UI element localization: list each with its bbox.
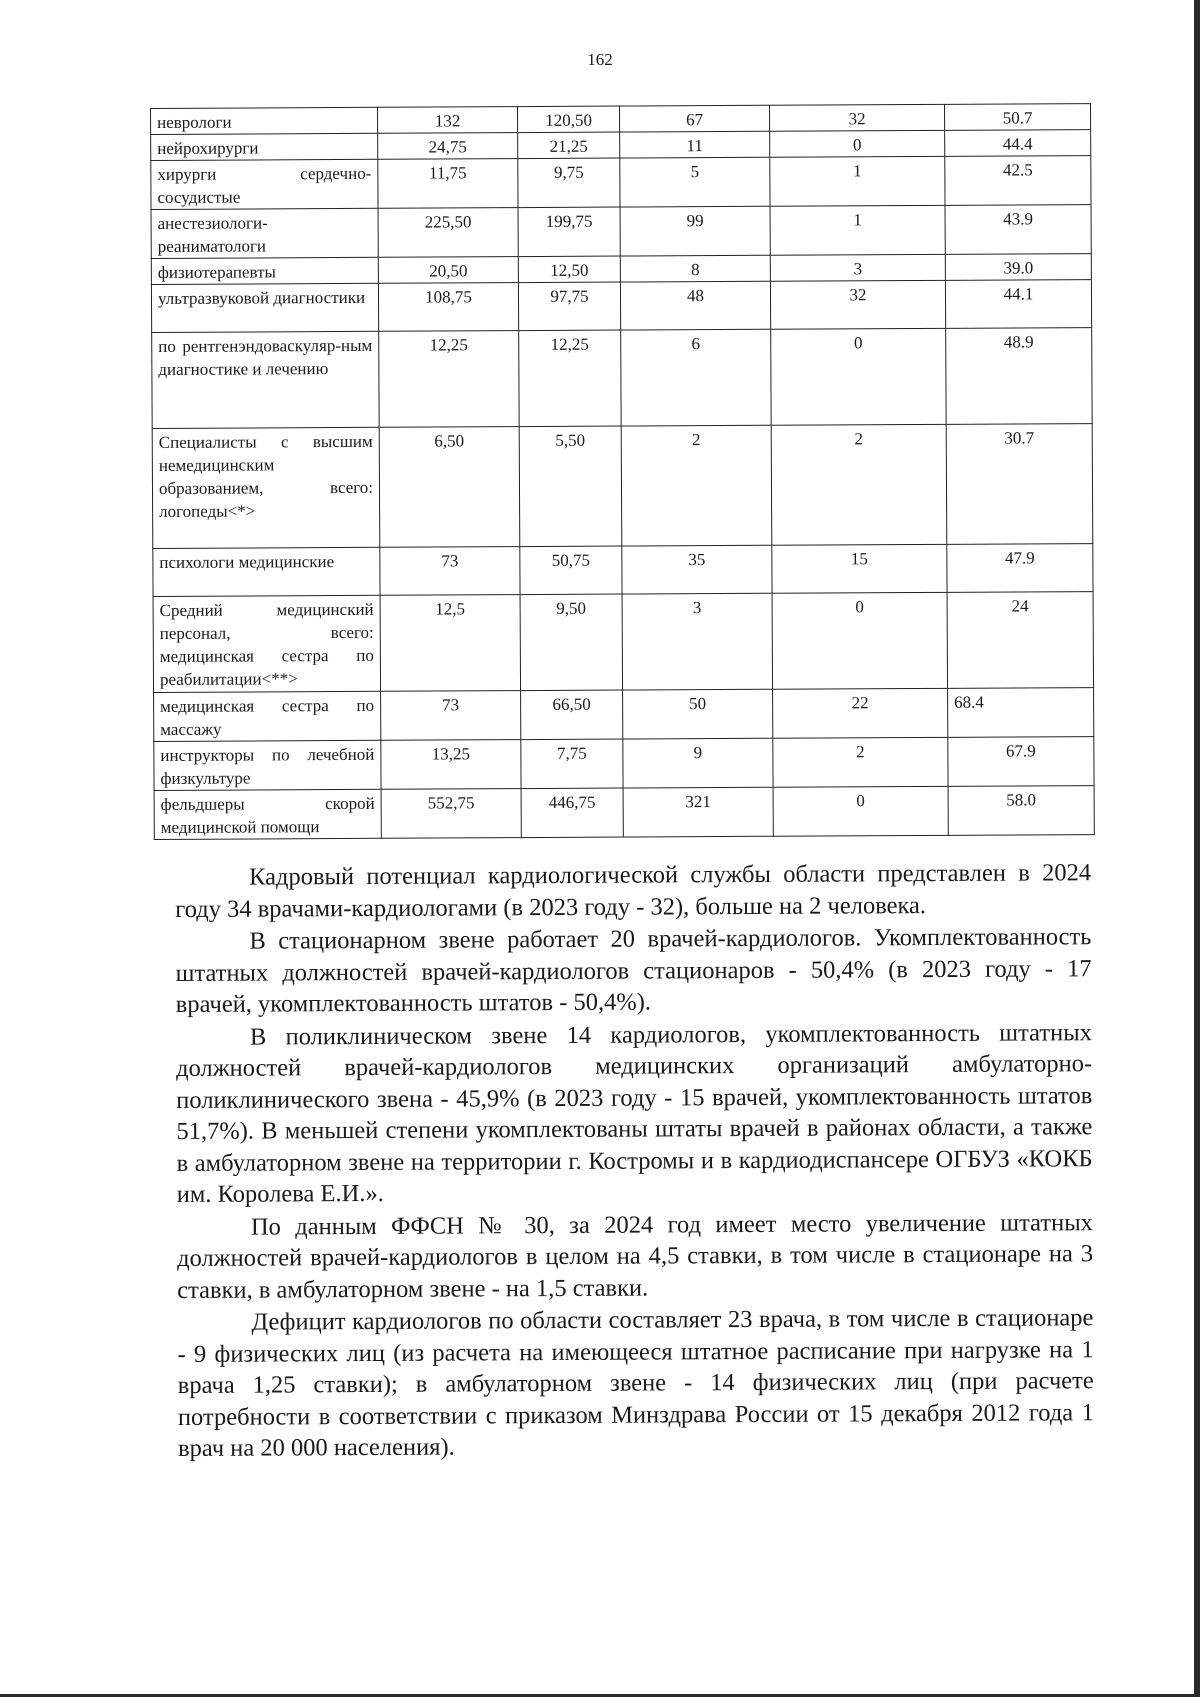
table-cell: 58.0 <box>948 786 1094 836</box>
table-cell: 48 <box>620 281 770 330</box>
table-cell: 552,75 <box>381 789 521 839</box>
table-cell: 30.7 <box>946 424 1093 545</box>
table-cell: 12,25 <box>519 330 622 427</box>
table-cell: 68.4 <box>948 688 1094 738</box>
table-row <box>154 786 1094 840</box>
table-cell: 15 <box>772 544 947 593</box>
table-cell: 44.1 <box>945 280 1091 329</box>
table-cell: 0 <box>772 592 948 689</box>
row-label: Средний медицинский персонал, всего: медицинская сестра по реабилитации<**> <box>153 595 380 692</box>
table-cell: 9,50 <box>520 594 623 691</box>
table-cell: 50.7 <box>944 104 1090 131</box>
table-cell: 13,25 <box>381 740 521 790</box>
table-cell: 67.9 <box>948 737 1094 787</box>
table-cell: 7,75 <box>521 739 623 789</box>
row-label: хирурги сердечно-сосудистые <box>151 159 378 209</box>
table-row <box>151 156 1091 210</box>
row-label: неврологи <box>151 107 378 134</box>
table-cell: 50 <box>623 689 773 739</box>
table-cell: 0 <box>773 786 948 836</box>
table-cell: 1 <box>770 156 945 206</box>
paragraph: По данным ФФСН № 30, за 2024 год имеет место увеличение штатных должностей врачей-кардиологов в целом на 4,5 ставки, в том числе в стационаре на 3 ставки, в амбулаторном звене - на 1,5 ставки. <box>177 1208 1094 1304</box>
table-cell: 67 <box>619 105 769 132</box>
table-row <box>152 424 1093 549</box>
table-cell: 32 <box>769 104 944 131</box>
table-row <box>153 544 1093 597</box>
row-label: медицинская сестра по массажу <box>154 691 381 741</box>
scan-edge-right <box>1194 0 1200 1697</box>
table-cell: 225,50 <box>378 208 518 258</box>
table-cell: 2 <box>773 737 948 787</box>
paragraph: Дефицит кардиологов по области составляет 23 врача, в том числе в стационаре - 9 физических лиц (из расчета на имеющееся штатное расписание при нагрузке на 1 врача 1,25 ставки); в амбулаторном звене - 14 физических лиц (при расчете потребности в соответствии с приказом Минздрава России от 15 декабря 2012 года 1 врач на 20 000 населения). <box>177 1304 1094 1462</box>
table-cell: 12,5 <box>380 595 521 692</box>
table-cell: 3 <box>770 254 945 281</box>
table-cell: 11,75 <box>378 159 518 209</box>
table-cell: 39.0 <box>945 254 1091 281</box>
paragraph: В поликлиническом звене 14 кардиологов, укомплектованность штатных должностей врачей-кардиологов медицинских организаций амбулаторно-поликлинического звена - 45,9% (в 2023 году - 15 врачей, укомплектованность штатов 51,7%). В меньшей степени укомплектованы штаты врачей в районах области, а также в амбулаторном звене на территории г. Костромы и в кардиодиспансере ОГБУЗ «КОКБ им. Королева Е.И.». <box>176 1018 1093 1208</box>
table-cell: 73 <box>380 547 520 596</box>
row-label: ультразвуковой диагностики <box>151 283 378 332</box>
table-cell: 22 <box>773 688 948 738</box>
staffing-table <box>150 103 1095 840</box>
row-label: фельдшеры скорой медицинской помощи <box>154 789 381 839</box>
paragraph: Кадровый потенциал кардиологической службы области представлен в 2024 году 34 врачами-кардиологами (в 2023 году - 32), больше на 2 человека. <box>175 859 1092 923</box>
table-row <box>151 205 1091 259</box>
table-row <box>152 328 1092 429</box>
table-cell: 99 <box>620 206 770 256</box>
table-cell: 11 <box>620 131 770 158</box>
table-cell: 5,50 <box>519 426 622 547</box>
table-cell: 6,50 <box>379 427 520 548</box>
table-cell: 9 <box>623 738 773 788</box>
table-cell: 32 <box>770 280 945 329</box>
row-label: Специалисты с высшим немедицинским образованием, всего: логопеды<*> <box>152 427 380 548</box>
table-cell: 12,25 <box>379 331 520 428</box>
table-cell: 120,50 <box>517 106 619 133</box>
table-cell: 0 <box>771 328 947 425</box>
table-cell: 321 <box>623 787 773 837</box>
table-cell: 21,25 <box>518 132 620 159</box>
row-label: инструкторы по лечебной физкультуре <box>154 740 381 790</box>
table-cell: 47.9 <box>947 544 1093 593</box>
table-cell: 66,50 <box>521 690 623 740</box>
table-cell: 2 <box>771 424 947 545</box>
table-cell: 35 <box>622 545 772 594</box>
table-cell: 3 <box>622 593 773 690</box>
row-label: нейрохирурги <box>151 133 378 160</box>
table-cell: 132 <box>377 107 517 134</box>
table-cell: 199,75 <box>518 207 620 257</box>
table-cell: 12,50 <box>518 256 620 283</box>
table-cell: 9,75 <box>518 158 620 208</box>
table-row <box>154 688 1094 742</box>
table-cell: 97,75 <box>518 282 620 331</box>
body-text <box>175 857 1094 1465</box>
table-cell: 42.5 <box>945 156 1091 206</box>
table-row <box>151 280 1091 333</box>
row-label: психологи медицинские <box>153 547 380 596</box>
page-number: 162 <box>587 50 613 69</box>
table-cell: 24,75 <box>378 133 518 160</box>
table-cell: 1 <box>770 205 945 255</box>
row-label: по рентгенэндоваскуляр-ным диагностике и лечению <box>152 331 379 428</box>
table-row <box>154 737 1094 791</box>
table-cell: 6 <box>621 329 772 426</box>
table-row <box>153 592 1093 693</box>
row-label: физиотерапевты <box>151 257 378 284</box>
table-cell: 48.9 <box>946 328 1093 425</box>
table-cell: 43.9 <box>945 205 1091 255</box>
table-cell: 5 <box>620 157 770 207</box>
table-cell: 446,75 <box>521 788 623 838</box>
table-cell: 24 <box>947 592 1094 689</box>
table-cell: 20,50 <box>378 257 518 284</box>
table-cell: 0 <box>770 130 945 157</box>
table-cell: 73 <box>381 691 521 741</box>
paragraph: В стационарном звене работает 20 врачей-кардиологов. Укомплектованность штатных должностей врачей-кардиологов стационаров - 50,4% (в 2023 году - 17 врачей, укомплектованность штатов - 50,4%). <box>175 923 1092 1018</box>
table-cell: 44.4 <box>945 130 1091 157</box>
table-cell: 50,75 <box>520 546 622 595</box>
table-cell: 108,75 <box>378 283 518 332</box>
row-label: анестезиологи-реаниматологи <box>151 208 378 258</box>
table-cell: 8 <box>620 255 770 282</box>
table-cell: 2 <box>621 425 772 546</box>
